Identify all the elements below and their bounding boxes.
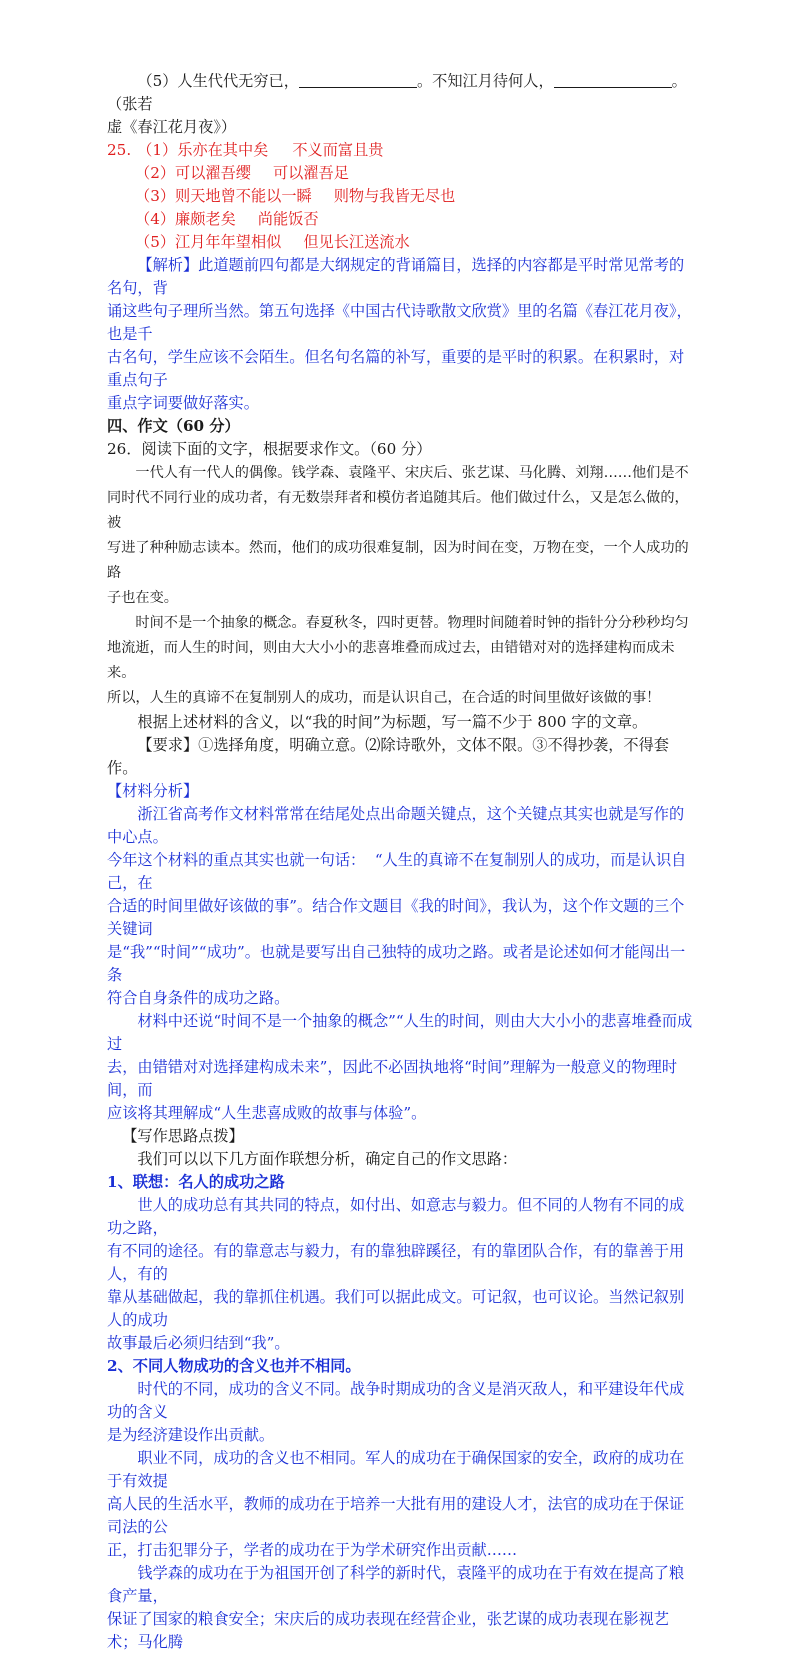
section-heading: 四、作文（60 分） <box>107 417 240 435</box>
answer-part-b: 则物与我皆无尽也 <box>333 187 456 205</box>
answer-part-b: 可以濯吾足 <box>272 164 349 182</box>
material-line: 地流逝，而人生的时间，则由大大小小的悲喜堆叠而成过去，由错错对对的选择建构而成未来。 <box>107 640 675 681</box>
analysis-line: 是“我”“时间”“成功”。也就是要写出自己独特的成功之路。或者是论述如何才能闯出一条 <box>107 943 686 984</box>
blank-line-1 <box>299 73 417 88</box>
explanation-line: 诵这些句子理所当然。第五句选择《中国古代诗歌散文欣赏》里的名篇《春江花月夜》，也是千 <box>107 302 692 343</box>
answer-explanation <box>107 254 699 415</box>
tips-line: 有不同的途径。有的靠意志与毅力，有的靠独辟蹊径，有的靠团队合作，有的靠善于用人，有的 <box>107 1242 685 1283</box>
material-line: 所以，人生的真谛不在复制别人的成功，而是认识自己，在合适的时间里做好该做的事！ <box>107 690 661 706</box>
material-line: 时间不是一个抽象的概念。春夏秋冬，四时更替。物理时间随着时钟的指针分分秒秒均匀 <box>135 615 689 631</box>
analysis-line: 符合自身条件的成功之路。 <box>107 989 290 1007</box>
analysis-line: 浙江省高考作文材料常常在结尾处点出命题关键点，这个关键点其实也就是写作的中心点。 <box>107 805 685 846</box>
answer-number: 25. <box>107 141 132 159</box>
analysis-line: 去，由错错对对选择建构成未来”，因此不必固执地将“时间”理解为一般意义的物理时间，而 <box>107 1058 678 1099</box>
explanation-tag: 【解析】 <box>137 256 199 274</box>
writing-tips <box>107 1125 699 1654</box>
answer-part-a: （5）江月年年望相似 <box>135 233 282 251</box>
answer-part-a: （3）则天地曾不能以一瞬 <box>135 187 312 205</box>
analysis-line: 应该将其理解成“人生悲喜成败的故事与体验”。 <box>107 1104 427 1122</box>
explanation-line: 古名句，学生应该不会陌生。但名句名篇的补写，重要的是平时的积累。在积累时，对重点句子 <box>107 348 685 389</box>
material-line: 一代人有一代人的偶像。钱学森、袁隆平、宋庆后、张艺谋、马化腾、刘翔……他们是不 <box>135 465 689 481</box>
answer-row-1 <box>107 139 699 162</box>
tips-line: 时代的不同，成功的含义不同。战争时期成功的含义是消灭敌人，和平建设年代成功的含义 <box>107 1380 685 1421</box>
analysis-title: 【材料分析】 <box>107 782 199 800</box>
tips-line: 是为经济建设作出贡献。 <box>107 1426 275 1444</box>
tips-intro: 我们可以以下几方面作联想分析，确定自己的作文思路： <box>137 1150 518 1168</box>
tips-line: 职业不同，成功的含义也不相同。军人的成功在于确保国家的安全，政府的成功在于有效提 <box>107 1449 685 1490</box>
analysis-line: 合适的时间里做好该做的事”。结合作文题目《我的时间》，我认为，这个作文题的三个关键词 <box>107 897 685 938</box>
answer-part-b: 不义而富且贵 <box>292 141 384 159</box>
explanation-line: 重点字词要做好落实。 <box>107 394 259 412</box>
answer-part-a: （4）廉颇老矣 <box>135 210 236 228</box>
answer-part-a: （2）可以濯吾缨 <box>135 164 251 182</box>
material-line: 写进了种种励志读本。然而，他们的成功很难复制，因为时间在变，万物在变，一个人成功的路 <box>107 540 689 581</box>
tips-paragraph-2 <box>107 1378 699 1654</box>
material-line: 子也在变。 <box>107 590 178 606</box>
answer-row-3 <box>107 185 699 208</box>
explanation-line <box>107 254 699 300</box>
blank-suffix: 。（张若 <box>107 72 687 113</box>
blank-prefix: （5）人生代代无穷已， <box>137 72 299 90</box>
writing-task: 根据上述材料的含义，以“我的时间”为标题，写一篇不少于 800 字的文章。 <box>137 713 648 731</box>
answer-part-a: （1）乐亦在其中矣 <box>137 141 269 159</box>
answer-row-2 <box>107 162 699 185</box>
fill-blank-item-5 <box>107 70 699 116</box>
question-26-stem: 26．阅读下面的文字，根据要求作文。（60 分） <box>107 440 432 458</box>
analysis-line: 今年这个材料的重点其实也就一句话： “人生的真谛不在复制别人的成功，而是认识自己，在 <box>107 851 687 892</box>
fill-blank-source: 虚《春江花月夜》） <box>107 118 237 136</box>
material-line: 同时代不同行业的成功者，有无数崇拜者和模仿者追随其后。他们做过什么，又是怎么做的，被 <box>107 490 689 531</box>
tips-heading-2: 2、不同人物成功的含义也并不相同。 <box>107 1357 361 1375</box>
blank-middle: 。不知江月待何人， <box>416 72 554 90</box>
tips-line: 世人的成功总有其共同的特点，如付出、如意志与毅力。但不同的人物有不同的成功之路， <box>107 1196 685 1237</box>
tips-heading-1: 1、联想：名人的成功之路 <box>107 1173 285 1191</box>
prompt-material <box>107 461 699 711</box>
writing-requirements: 【要求】①选择角度，明确立意。⑵除诗歌外，文体不限。③不得抄袭，不得套作。 <box>107 736 669 777</box>
tips-line: 钱学森的成功在于为祖国开创了科学的新时代，袁隆平的成功在于有效在提高了粮食产量， <box>107 1564 685 1605</box>
tips-paragraph-1 <box>107 1194 699 1355</box>
tips-line: 高人民的生活水平，教师的成功在于培养一大批有用的建设人才，法官的成功在于保证司法的公 <box>107 1495 685 1536</box>
answer-part-b: 但见长江送流水 <box>303 233 410 251</box>
material-analysis <box>107 780 699 1125</box>
analysis-line: 材料中还说“时间不是一个抽象的概念”“人生的时间，则由大大小小的悲喜堆叠而成过 <box>107 1012 693 1053</box>
answer-part-b: 尚能饭否 <box>257 210 319 228</box>
tips-title: 【写作思路点拨】 <box>122 1127 244 1145</box>
document-page <box>107 70 699 1654</box>
tips-line: 正，打击犯罪分子，学者的成功在于为学术研究作出贡献…… <box>107 1541 518 1559</box>
answer-row-5 <box>107 231 699 254</box>
answer-row-4 <box>107 208 699 231</box>
blank-line-2 <box>554 73 672 88</box>
tips-line: 靠从基础做起，我的靠抓住机遇。我们可以据此成文。可记叙，也可议论。当然记叙别人的成功 <box>107 1288 685 1329</box>
tips-line: 保证了国家的粮食安全；宋庆后的成功表现在经营企业，张艺谋的成功表现在影视艺术；马化腾 <box>107 1610 669 1651</box>
answer-25 <box>107 139 699 254</box>
explanation-text: 此道题前四句都是大纲规定的背诵篇目，选择的内容都是平时常见常考的名句，背 <box>107 256 685 297</box>
tips-line: 故事最后必须归结到“我”。 <box>107 1334 290 1352</box>
